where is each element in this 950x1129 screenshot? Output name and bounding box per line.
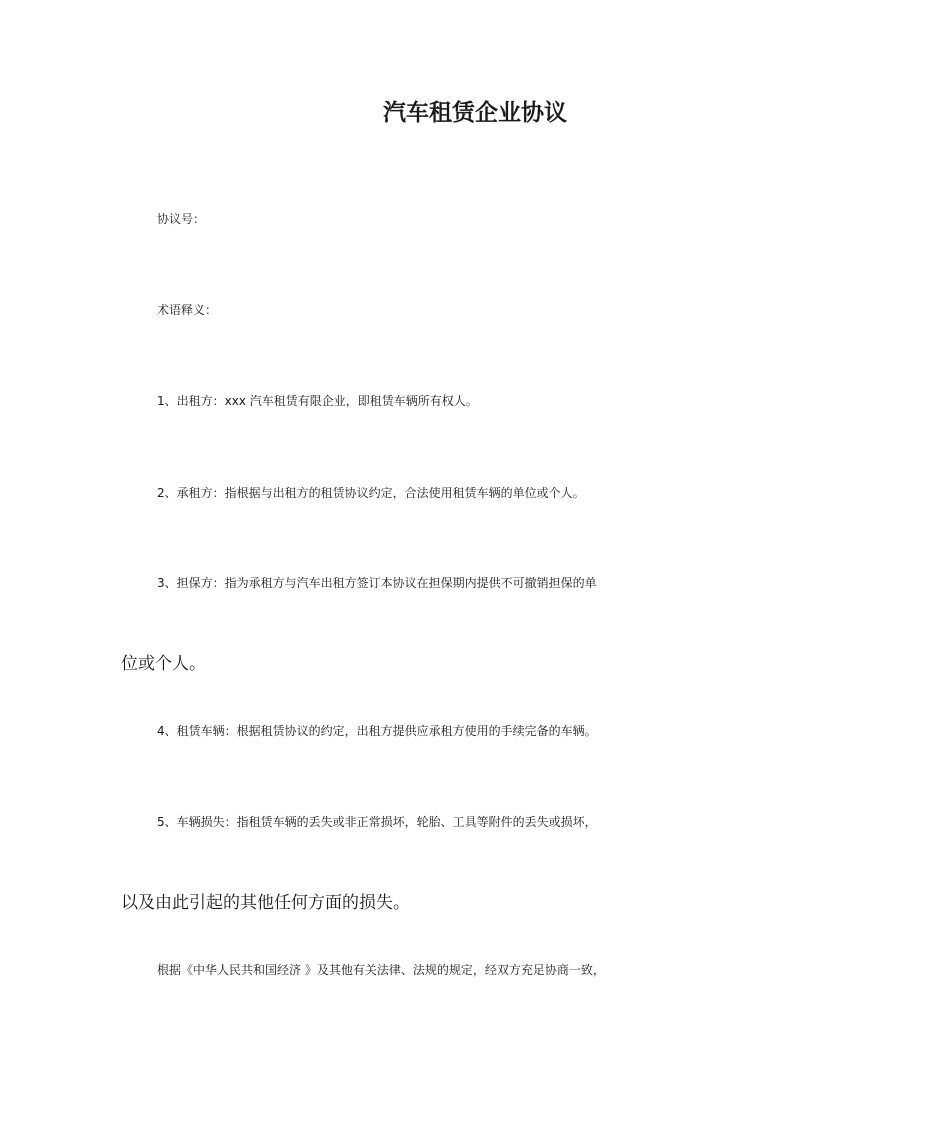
- term-guarantor-paragraph: [121, 569, 833, 678]
- term-leased-vehicle-paragraph: [121, 717, 833, 745]
- term-vehicle-loss-paragraph: [121, 808, 833, 917]
- term-lessor-paragraph: [121, 387, 833, 415]
- paragraph-line: 根据《中华人民共和国经济 》及其他有关法律、法规的规定，经双方充足协商一致，: [157, 963, 605, 977]
- paragraph-line: 4、租赁车辆：根据租赁协议的约定，出租方提供应承租方使用的手续完备的车辆。: [157, 724, 597, 738]
- paragraph-line: 5、车辆损失：指租赁车辆的丢失或非正常损坏，轮胎、工具等附件的丢失或损坏，: [157, 815, 597, 829]
- agreement-number-paragraph: [121, 205, 833, 233]
- paragraph-line: 术语释义：: [157, 303, 218, 317]
- paragraph-line: 协议号：: [157, 212, 206, 226]
- term-lessee-paragraph: [121, 479, 833, 507]
- document-title: 汽车租赁企业协议: [383, 100, 567, 126]
- paragraph-line: 3、担保方：指为承租方与汽车出租方签订本协议在担保期内提供不可撤销担保的单: [157, 576, 597, 590]
- paragraph-line: 2、承租方：指根据与出租方的租赁协议约定，合法使用租赁车辆的单位或个人。: [157, 486, 585, 500]
- paragraph-line: 1、出租方：xxx 汽车租赁有限企业，即租赁车辆所有权人。: [157, 394, 478, 408]
- paragraph-line: 位或个人。: [121, 654, 206, 674]
- legal-basis-paragraph: [121, 956, 833, 984]
- paragraph-line: 以及由此引起的其他任何方面的损失。: [121, 893, 410, 913]
- terms-heading-paragraph: [121, 296, 833, 324]
